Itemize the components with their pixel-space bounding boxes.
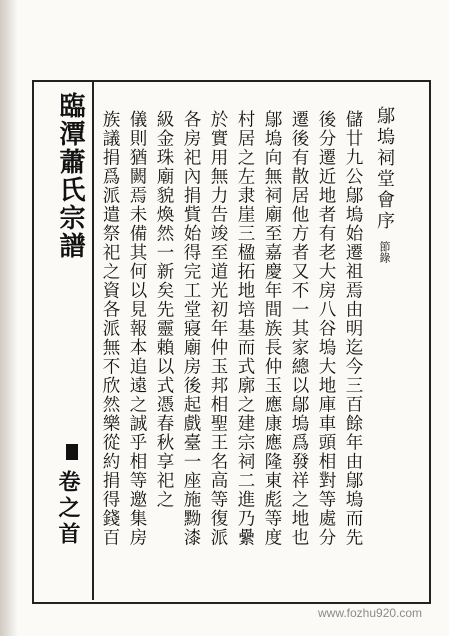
spine-shadow — [0, 0, 18, 636]
text-column: 於實用無力告竣至道光初年仲玉邦相聖王名高等復派 — [208, 110, 228, 547]
watermark: www.fozhu920.com — [318, 606, 423, 620]
text-column: 儀則猶闕焉未備其何以見報本追遠之誠乎相等邀集房 — [127, 110, 147, 547]
text-column: 各房祀內捐貲始得完工堂寢廟房後起戲臺一座施黝漆 — [181, 110, 201, 547]
heading-note: 節錄 — [378, 240, 391, 263]
text-column: 後分遷近地者有老大房八谷塢大地庫車頭相對等處分 — [316, 110, 336, 547]
text-column: 族議捐爲派遣祭祀之資各派無不欣然樂從約捐得錢百 — [100, 110, 120, 547]
margin-page-marker: 卷之首 — [55, 470, 81, 548]
margin-title: 臨潭蕭氏宗譜 — [55, 92, 85, 260]
heading-title: 鄔塢祠堂會序 — [374, 106, 395, 232]
text-column: 遷後有散居他方者又不一其家總以鄔塢爲發祥之地也 — [289, 110, 309, 547]
text-column: 村居之左隶崖三楹拓地培基而式廓之建宗祠二進乃纍 — [235, 110, 255, 547]
fishtail-mark — [66, 444, 78, 460]
text-column: 鄔塢向無祠廟至嘉慶年間族長仲玉應康應隆東彪等度 — [262, 110, 282, 547]
text-column: 儲廿九公鄔塢始遷祖焉由明迄今三百餘年由鄔塢而先 — [343, 110, 363, 547]
text-column: 級金珠廟貌煥然一新矣先靈賴以式憑春秋享祀之 — [154, 110, 174, 509]
body-text — [96, 110, 366, 590]
section-heading — [372, 106, 396, 366]
